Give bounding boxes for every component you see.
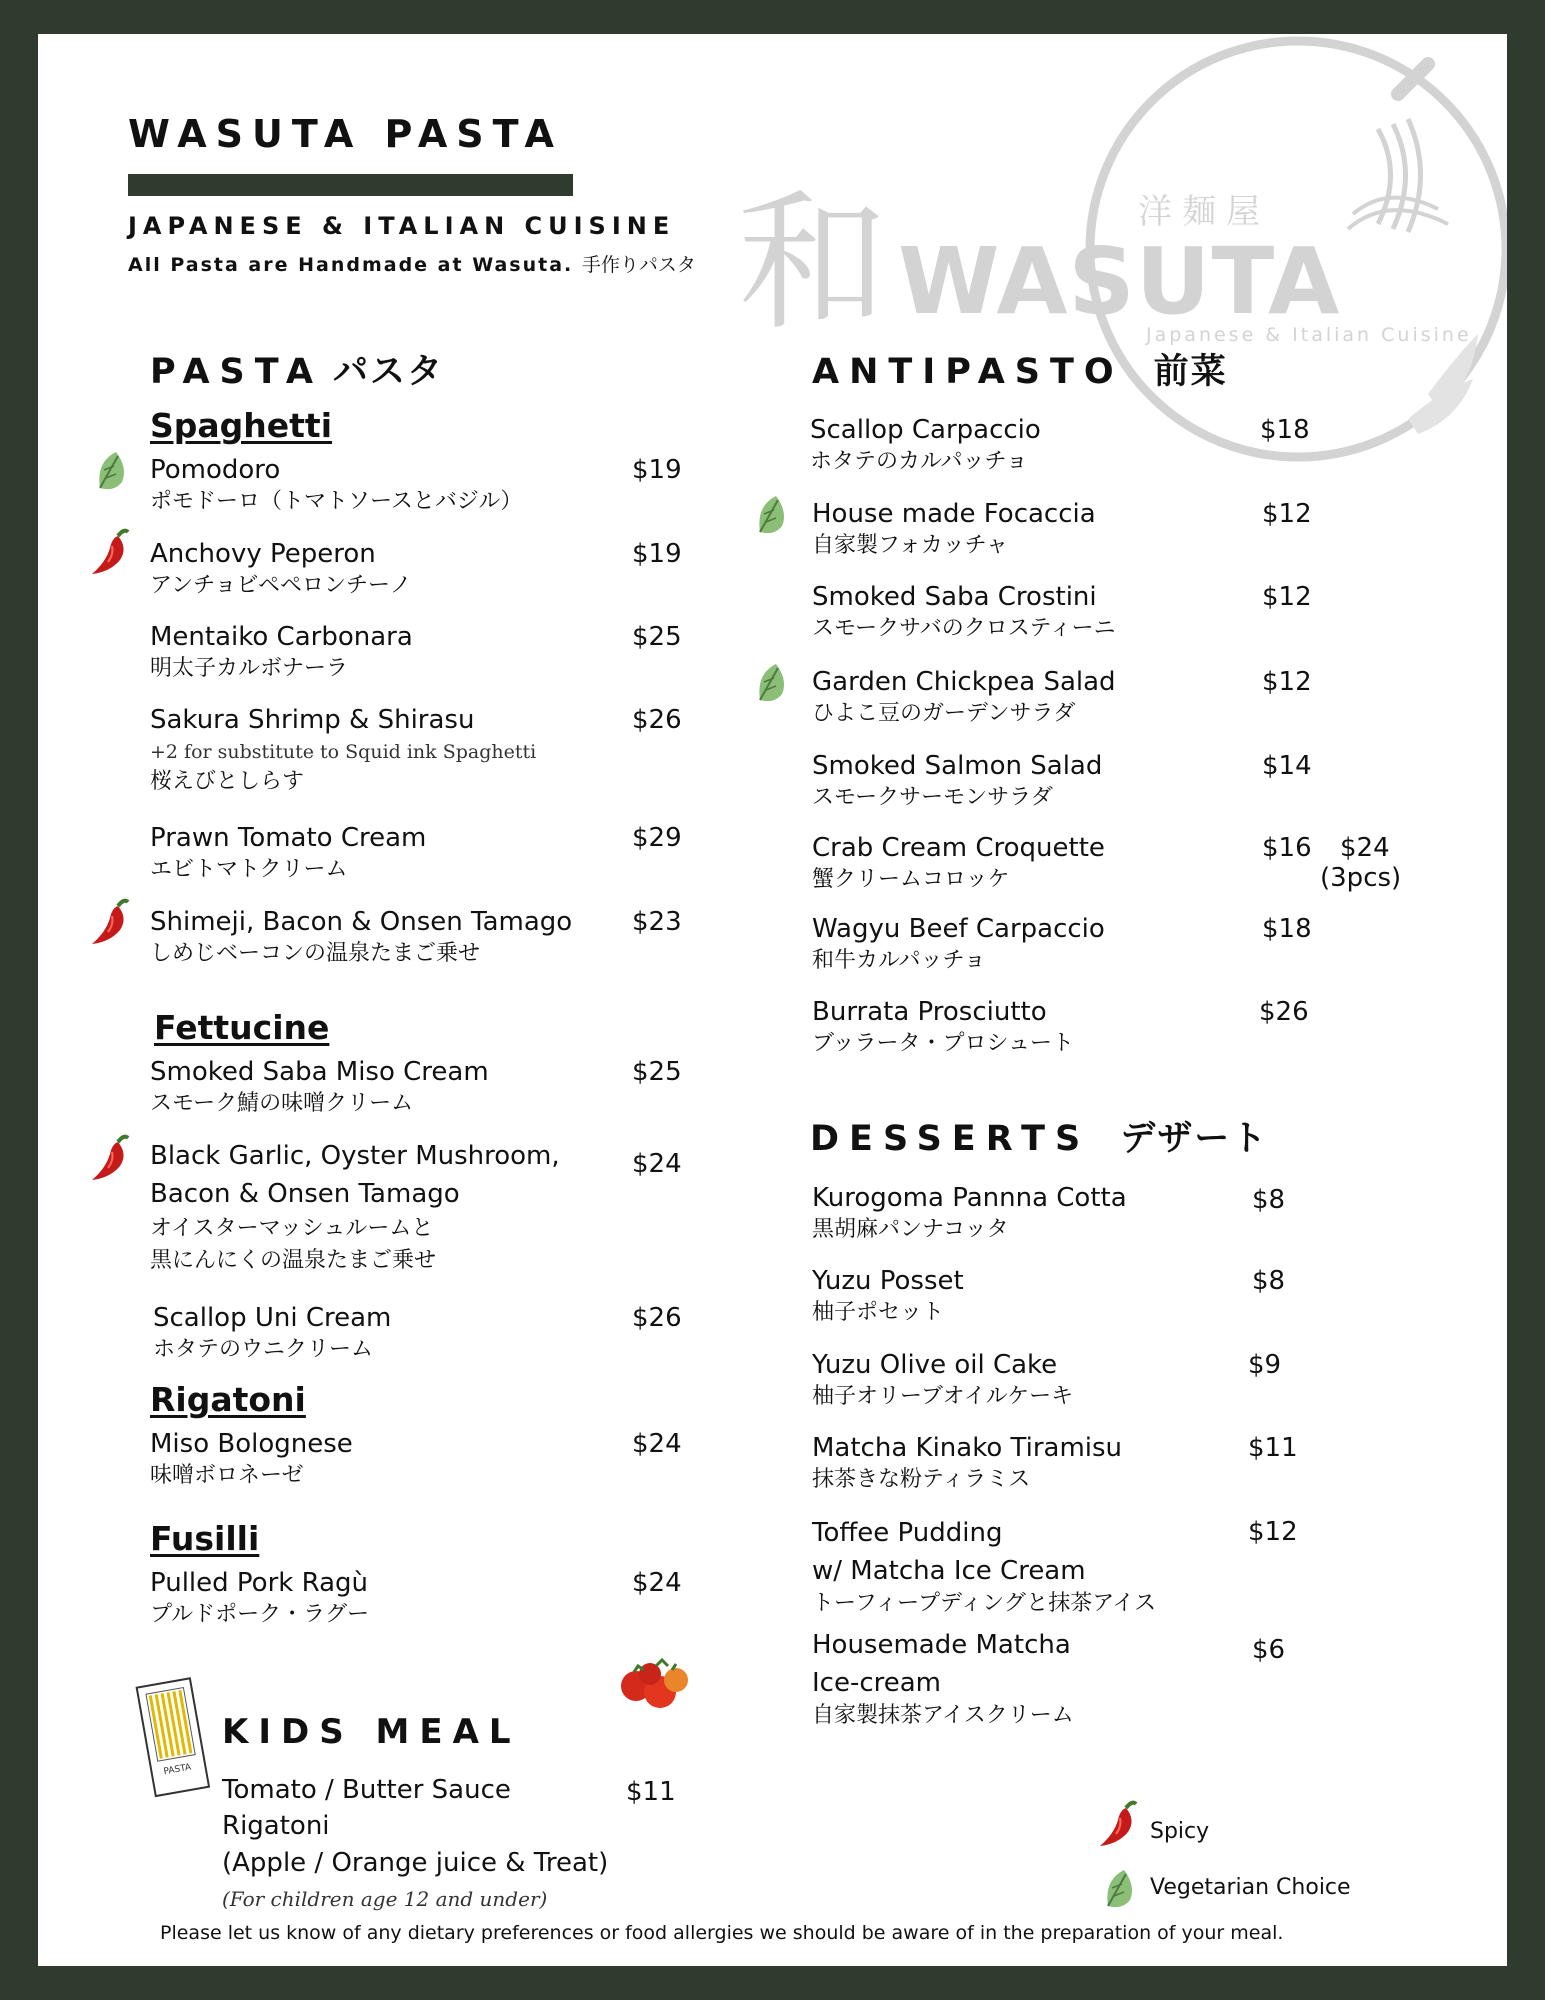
menu-item-garden-chickpea-salad [812,664,1116,728]
handmade-tagline [128,250,696,277]
vegetarian-leaf-icon [1102,1866,1138,1914]
pasta-pack-label: PASTA [162,1762,192,1778]
pasta-heading-jp: パスタ [332,352,444,392]
item-price: $11 [1248,1433,1298,1463]
logo-kanji: 和 [738,177,889,351]
rigatoni-heading: Rigatoni [150,1380,306,1419]
item-price: $18 [1260,415,1310,445]
menu-item-smoked-saba-crostini [812,579,1116,643]
item-name-jp: ひよこ豆のガーデンサラダ [812,701,1076,726]
item-name: Housemade Matcha [812,1630,1071,1660]
item-name-jp: 自家製フォカッチャ [812,533,1009,558]
vegetarian-leaf-icon [94,448,130,496]
item-price: $19 [632,455,682,485]
item-price: $8 [1252,1266,1286,1296]
item-name: Pulled Pork Ragù [150,1568,368,1598]
item-name-jp: ポモドーロ（トマトソースとバジル） [150,489,523,514]
item-name-jp: 和牛カルパッチョ [812,948,986,973]
legend-vegetarian-label: Vegetarian Choice [1150,1875,1351,1900]
item-price: $25 [632,622,682,652]
item-name: Crab Cream Croquette [812,833,1105,863]
desserts-heading-jp: デザート [1120,1119,1269,1159]
kids-meal-line2: Rigatoni [222,1811,330,1841]
item-name: Smoked Saba Miso Cream [150,1057,489,1087]
item-name-jp-line2: 黒にんにくの温泉たまご乗せ [150,1248,437,1273]
menu-item-yuzu-posset [812,1263,964,1327]
item-name: Prawn Tomato Cream [150,823,427,853]
legend-spicy-label: Spicy [1150,1819,1210,1844]
kids-meal-price: $11 [626,1777,676,1807]
menu-item-yuzu-olive-oil-cake [812,1347,1073,1411]
pasta-pack-illustration [134,1676,214,1801]
item-name-line2: Bacon & Onsen Tamago [150,1179,460,1209]
item-name: Miso Bolognese [150,1429,353,1459]
menu-item-prawn-tomato-cream [150,820,426,884]
pasta-heading-en: PASTA [150,352,323,392]
item-name-jp: 黒胡麻パンナコッタ [812,1217,1009,1242]
item-price: $12 [1248,1517,1298,1547]
menu-item-pomodoro [150,452,522,516]
vegetarian-leaf-icon [754,660,790,708]
item-name: Anchovy Peperon [150,539,376,569]
item-price: $12 [1262,499,1312,529]
item-price: $26 [1259,997,1309,1027]
menu-item-burrata-prosciutto [812,994,1074,1058]
item-name: Sakura Shrimp & Shirasu [150,705,475,735]
kids-meal-line1: Tomato / Butter Sauce [222,1775,511,1805]
menu-item-matcha-kinako-tiramisu [812,1430,1122,1494]
vegetarian-leaf-icon [754,492,790,540]
item-name-jp: 明太子カルボナーラ [150,656,349,681]
desserts-heading-en: DESSERTS [810,1119,1091,1159]
item-name: Kurogoma Pannna Cotta [812,1183,1127,1213]
fettucine-heading: Fettucine [154,1008,330,1047]
item-name: Yuzu Olive oil Cake [812,1350,1058,1380]
menu-item-crab-cream-croquette [812,830,1105,894]
item-name: Black Garlic, Oyster Mushroom, [150,1141,560,1171]
item-name: Scallop Carpaccio [810,415,1041,445]
item-name-jp: エビトマトクリーム [150,857,348,882]
item-name: Scallop Uni Cream [153,1303,392,1333]
item-name: Garden Chickpea Salad [812,667,1116,697]
item-price: $9 [1248,1350,1282,1380]
item-name-jp: しめじベーコンの温泉たまご乗せ [150,941,481,966]
menu-item-scallop-uni-cream [153,1300,391,1364]
item-price: $23 [632,907,682,937]
pasta-pack-icon [134,1676,214,1801]
spicy-chili-icon [88,1132,132,1188]
item-price: $25 [632,1057,682,1087]
item-name-jp: オイスターマッシュルームと [150,1216,434,1241]
fusilli-heading: Fusilli [150,1519,260,1558]
menu-item-smoked-saba-miso-cream [150,1054,489,1118]
item-name-jp: スモークサーモンサラダ [812,785,1053,810]
pasta-section-heading [150,344,444,394]
item-name: Shimeji, Bacon & Onsen Tamago [150,907,573,937]
item-name: Smoked Salmon Salad [812,751,1103,781]
item-price: $8 [1252,1185,1286,1215]
item-price: $12 [1262,582,1312,612]
item-name: Matcha Kinako Tiramisu [812,1433,1123,1463]
title-underline-bar [128,174,573,196]
item-name: Toffee Pudding [812,1518,1003,1548]
allergy-footer-note: Please let us know of any dietary preferences or food allergies we should be aware of in the preparation of your meal. [160,1922,1284,1944]
menu-item-housemade-matcha-ice-cream [812,1626,1074,1730]
antipasto-heading-jp: 前菜 [1153,352,1228,392]
item-name: Pomodoro [150,455,281,485]
item-name-line2: w/ Matcha Ice Cream [812,1556,1086,1586]
item-name: Mentaiko Carbonara [150,622,413,652]
desserts-section-heading [810,1111,1268,1161]
item-name-line2: Ice-cream [812,1668,942,1698]
menu-item-mentaiko-carbonara [150,619,413,683]
menu-item-black-garlic-oyster-mushroom [150,1137,560,1277]
item-price: $26 [632,705,682,735]
menu-item-house-made-focaccia [812,496,1096,560]
item-name-jp: ホタテのカルパッチョ [810,449,1028,474]
item-name-jp: スモーク鯖の味噌クリーム [150,1091,414,1116]
spaghetti-heading: Spaghetti [150,406,333,445]
antipasto-heading-en: ANTIPASTO [812,352,1124,392]
item-price: $19 [632,539,682,569]
tomato-icon [616,1654,692,1714]
item-name-jp: アンチョビペペロンチーノ [150,573,412,598]
item-price: $18 [1262,914,1312,944]
tomato-illustration [616,1654,692,1714]
item-price: $24 [632,1429,682,1459]
tagline-english: All Pasta are Handmade at Wasuta. [128,254,574,276]
menu-item-miso-bolognese [150,1426,353,1490]
spicy-chili-icon [88,896,132,952]
kids-meal-line3: (Apple / Orange juice & Treat) [222,1848,609,1878]
item-price: $16 [1262,833,1312,863]
kids-meal-heading: KIDS MEAL [222,1712,521,1752]
item-name: Burrata Prosciutto [812,997,1047,1027]
restaurant-title: WASUTA PASTA [128,112,563,156]
item-price: $6 [1252,1635,1286,1665]
spicy-chili-icon [88,526,132,582]
item-name-jp: 味噌ボロネーゼ [150,1463,304,1488]
menu-item-kurogoma-panna-cotta [812,1180,1127,1244]
cuisine-subtitle: JAPANESE & ITALIAN CUISINE [128,212,676,240]
antipasto-section-heading [812,344,1228,394]
tagline-japanese: 手作りパスタ [581,254,696,276]
item-name: Wagyu Beef Carpaccio [812,914,1105,944]
item-name-jp: 蟹クリームコロッケ [812,867,1010,892]
item-note: +2 for substitute to Squid ink Spaghetti [150,741,537,763]
menu-item-anchovy-peperon [150,536,412,600]
item-price: $24 [632,1568,682,1598]
menu-item-pulled-pork-ragu [150,1565,369,1629]
item-price-alt: $24 [1340,833,1390,863]
item-price: $24 [632,1149,682,1179]
menu-item-smoked-salmon-salad [812,748,1102,812]
logo-wordmark: WASUTA [898,228,1341,335]
item-price: $14 [1262,751,1312,781]
item-price: $12 [1262,667,1312,697]
menu-item-scallop-carpaccio [810,412,1041,476]
item-name: Smoked Saba Crostini [812,582,1097,612]
menu-item-toffee-pudding [812,1514,1156,1618]
item-name-jp: トーフィープディングと抹茶アイス [812,1591,1157,1616]
menu-sheet [38,34,1507,1966]
spicy-chili-icon [1096,1798,1140,1854]
item-name-jp: ホタテのウニクリーム [153,1337,374,1362]
item-name-jp: 柚子ポセット [812,1300,945,1325]
item-price: $26 [632,1303,682,1333]
menu-item-sakura-shrimp [150,702,536,796]
item-name-jp: 抹茶きな粉ティラミス [812,1467,1031,1492]
logo-caption: Japanese & Italian Cuisine [1146,324,1472,346]
item-name-jp: ブッラータ・プロシュート [812,1031,1075,1056]
item-name-jp: 自家製抹茶アイスクリーム [812,1703,1074,1728]
item-price-alt-note: (3pcs) [1320,863,1402,893]
logo-small-kanji: 洋麺屋 [1138,192,1270,232]
item-name-jp: スモークサバのクロスティーニ [812,616,1116,641]
kids-meal-item [222,1772,608,1916]
item-name: House made Focaccia [812,499,1096,529]
item-name-jp: 桜えびとしらす [150,769,305,794]
item-name-jp: プルドポーク・ラグー [150,1602,370,1627]
menu-item-shimeji-bacon [150,904,572,968]
kids-meal-note: (For children age 12 and under) [222,1887,548,1911]
item-price: $29 [632,823,682,853]
menu-item-wagyu-beef-carpaccio [812,911,1105,975]
item-name: Yuzu Posset [812,1266,964,1296]
item-name-jp: 柚子オリーブオイルケーキ [812,1384,1074,1409]
